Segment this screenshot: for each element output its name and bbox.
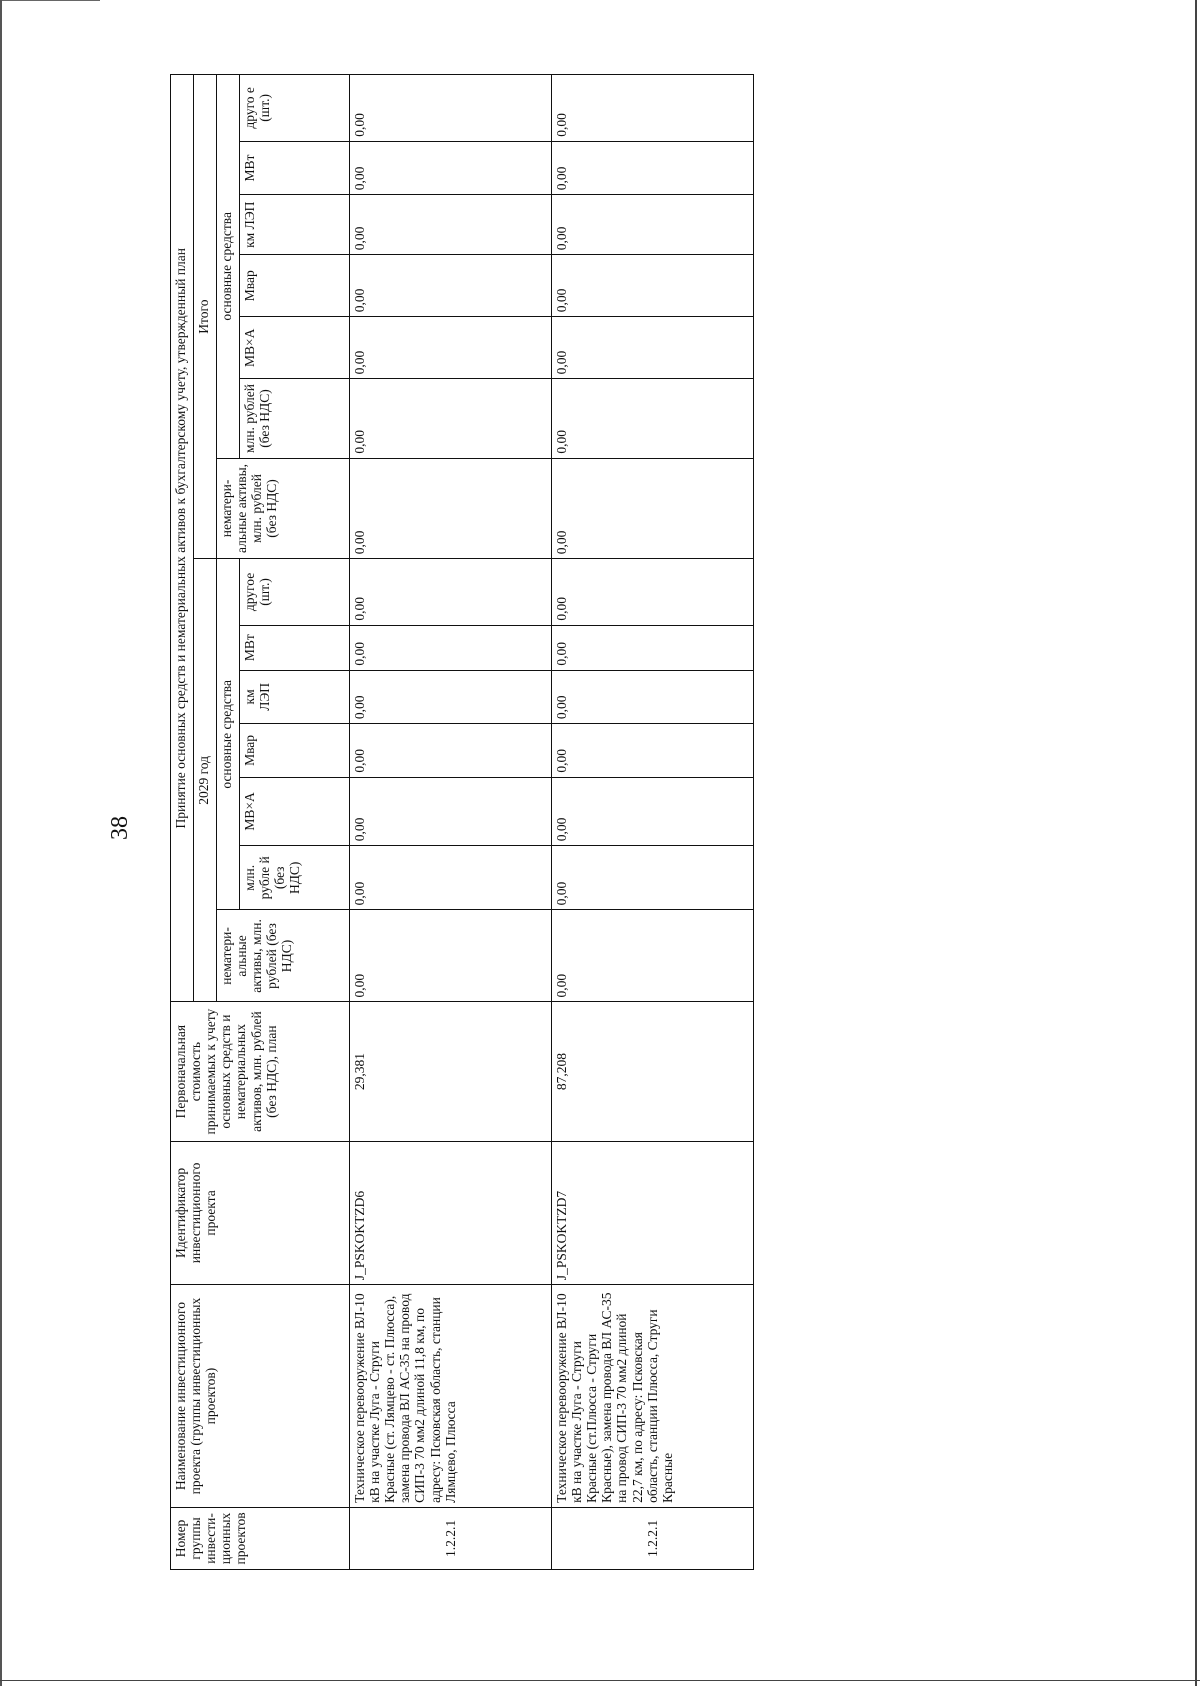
value-cell: 0,00 (350, 777, 552, 846)
value-cell: 0,00 (552, 846, 754, 910)
value-cell: 0,00 (350, 559, 552, 625)
rotated-table-container (170, 74, 754, 1570)
value-cell: 0,00 (350, 910, 552, 1002)
scan-edge-bottom (0, 1680, 1200, 1681)
value-cell: 0,00 (552, 724, 754, 778)
project-name-cell: Техническое перевооружение ВЛ-10 кВ на участке Луга - Струги Красные (ст.Плюсса - Струги Красные), замена провода ВЛ АС-35 на провод СИП-3 70 мм2 длиной 22,7 км, по адресу: Псковская область, станции Плюсса, Струги Красные (552, 1285, 754, 1508)
value-cell: 0,00 (552, 317, 754, 379)
initial-cost-cell: 29,381 (350, 1002, 552, 1141)
header-km-total: км ЛЭП (240, 195, 350, 255)
header-mva-2029: МВ×А (240, 777, 350, 846)
header-km-2029: км ЛЭП (240, 670, 350, 724)
group-number-cell: 1.2.2.1 (350, 1507, 552, 1569)
table-row (552, 75, 754, 1570)
value-cell: 0,00 (350, 255, 552, 317)
header-mvar-total: Мвар (240, 255, 350, 317)
value-cell: 0,00 (350, 379, 552, 458)
scan-edge-right (1195, 0, 1197, 1686)
value-cell: 0,00 (552, 777, 754, 846)
header-fixed-assets-2029: основные средства (217, 559, 240, 910)
page-number: 38 (107, 816, 133, 840)
header-other-total: друго е (шт.) (240, 75, 350, 142)
value-cell: 0,00 (350, 317, 552, 379)
scan-edge-left (0, 0, 2, 1686)
header-project-id: Идентификатор инвестиционного проекта (171, 1141, 350, 1284)
value-cell: 0,00 (552, 559, 754, 625)
header-intangible-total: нематери-альные активы, млн. рублей (без НДС) (217, 458, 350, 559)
value-cell: 0,00 (350, 724, 552, 778)
header-mln-rub-total: млн. рублей (без НДС) (240, 379, 350, 458)
header-mvar-2029: Мвар (240, 724, 350, 778)
value-cell: 0,00 (552, 670, 754, 724)
header-mw-total: МВт (240, 141, 350, 195)
header-mw-2029: МВт (240, 625, 350, 670)
value-cell: 0,00 (552, 910, 754, 1002)
investment-table (170, 74, 754, 1570)
header-intangible-2029: нематери-альные активы, млн. рублей (без НДС) (217, 910, 350, 1002)
value-cell: 0,00 (350, 75, 552, 142)
header-total: Итого (194, 75, 217, 559)
header-group-no: Номер группы инвести-ционных проектов (171, 1507, 350, 1569)
value-cell: 0,00 (350, 141, 552, 195)
header-acceptance-plan: Принятие основных средств и нематериальных активов к бухгалтерскому учету, утвержденный план (171, 75, 194, 1003)
header-fixed-assets-total: основные средства (217, 75, 240, 459)
value-cell: 0,00 (350, 625, 552, 670)
project-id-cell: J_PSKOKTZD6 (350, 1141, 552, 1284)
value-cell: 0,00 (552, 141, 754, 195)
scan-edge-top (0, 0, 100, 1)
value-cell: 0,00 (350, 670, 552, 724)
table-row (350, 75, 552, 1570)
value-cell: 0,00 (552, 75, 754, 142)
project-name-cell: Техническое перевооружение ВЛ-10 кВ на участке Луга - Струги Красные (ст. Лямцево - ст. Плюсса), замена провода ВЛ АС-35 на провод СИП-3 70 мм2 длиной 11,8 км, по адресу: Псковская область, станции Лямцево, Плюсса (350, 1285, 552, 1508)
initial-cost-cell: 87,208 (552, 1002, 754, 1141)
header-other-2029: другое (шт.) (240, 559, 350, 625)
value-cell: 0,00 (552, 458, 754, 559)
header-year-2029: 2029 год (194, 559, 217, 1002)
value-cell: 0,00 (350, 458, 552, 559)
value-cell: 0,00 (350, 195, 552, 255)
value-cell: 0,00 (552, 625, 754, 670)
header-project-name: Наименование инвестиционного проекта (группы инвестиционных проектов) (171, 1285, 350, 1508)
header-mln-rub-2029: млн. рубле й (без НДС) (240, 846, 350, 910)
header-initial-cost: Первоначальная стоимость принимаемых к учету основных средств и нематериальных активов, млн. рублей (без НДС), план (171, 1002, 350, 1141)
group-number-cell: 1.2.2.1 (552, 1507, 754, 1569)
value-cell: 0,00 (350, 846, 552, 910)
project-id-cell: J_PSKOKTZD7 (552, 1141, 754, 1284)
value-cell: 0,00 (552, 255, 754, 317)
value-cell: 0,00 (552, 195, 754, 255)
header-mva-total: МВ×А (240, 317, 350, 379)
value-cell: 0,00 (552, 379, 754, 458)
